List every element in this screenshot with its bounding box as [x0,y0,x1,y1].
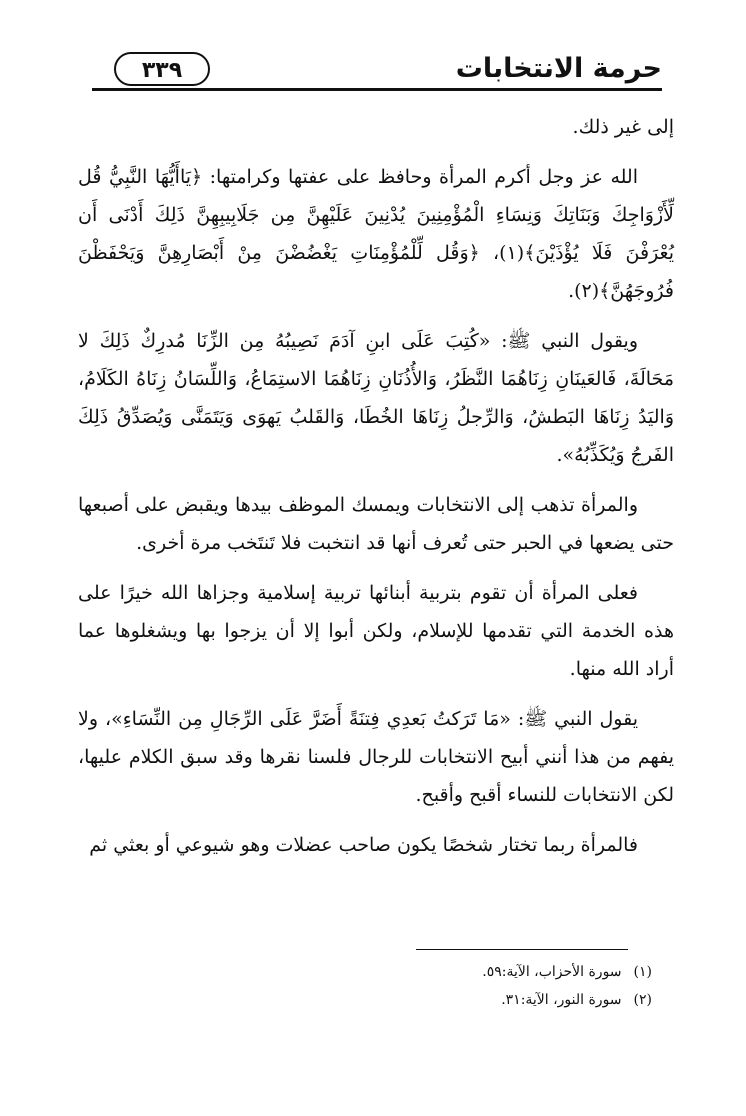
footnote-item [300,986,652,1014]
header-divider [92,88,662,91]
footnote-number: (١) [633,964,652,980]
main-text [78,108,674,876]
paragraph-3: ويقول النبي ﷺ: «كُتِبَ عَلَى ابنِ آدَمَ نَصِيبُهُ مِن الزِّنَا مُدرِكٌ ذَلِكَ لا مَحَالَةَ، فَالعَينَانِ زِنَاهُمَا النَّظَرُ، وَالأُذُنَانِ زِنَاهُمَا الاستِمَاعُ، وَاللِّسَانُ زِنَاهُ الكَلَامُ، وَاليَدُ زِنَاهَا البَطشُ، وَالرِّجلُ زِنَاهَا الخُطَا، وَالقَلبُ يَهوَى وَيَتَمَنَّى وَيُصَدِّقُ ذَلِكَ الفَرجُ وَيُكَذِّبُهُ». [78,330,674,466]
footnotes [300,958,652,1014]
footnote-number: (٢) [633,992,652,1008]
footnote-text: سورة النور، الآية:٣١. [501,992,622,1008]
paragraph-7: فالمرأة ربما تختار شخصًا يكون صاحب عضلات وهو شيوعي أو بعثي ثم [89,834,638,856]
footnote-divider [416,949,628,950]
page-number: ٣٣٩ [114,52,210,86]
footnote-text: سورة الأحزاب، الآية:٥٩. [482,964,622,980]
paragraph-2: الله عز وجل أكرم المرأة وحافظ على عفتها وكرامتها: ﴿يَاأَيُّهَا النَّبِيُّ قُل لِّأَزْوَاجِكَ وَبَنَاتِكَ وَنِسَاءِ الْمُؤْمِنِينَ يُدْنِينَ عَلَيْهِنَّ مِن جَلَابِيبِهِنَّ ذَلِكَ أَدْنَى أَن يُعْرَفْنَ فَلَا يُؤْذَيْنَ﴾(١)، ﴿وَقُل لِّلْمُؤْمِنَاتِ يَغْضُضْنَ مِنْ أَبْصَارِهِنَّ وَيَحْفَظْنَ فُرُوجَهُنَّ﴾(٢). [78,166,675,302]
paragraph-6: يقول النبي ﷺ: «مَا تَرَكتُ بَعدِي فِتنَةً أَضَرَّ عَلَى الرِّجَالِ مِن النِّسَاءِ»، ولا يفهم من هذا أنني أبيح الانتخابات للرجال فلسنا نقرها وقد سبق الكلام عليها، لكن الانتخابات للنساء أقبح وأقبح. [78,708,674,806]
paragraph-5: فعلى المرأة أن تقوم بتربية أبنائها تربية إسلامية وجزاها الله خيرًا على هذه الخدمة التي تقدمها للإسلام، ولكن أبوا إلا أن يزجوا بها ويشغلوها عما أراد الله منها. [78,582,674,680]
running-header [92,48,662,94]
paragraph-4: والمرأة تذهب إلى الانتخابات ويمسك الموظف بيدها ويقبض على أصبعها حتى يضعها في الحبر حتى تُعرف أنها قد انتخبت فلا تَنتَخب مرة أخرى. [78,494,674,554]
paragraph-1: إلى غير ذلك. [572,116,674,138]
chapter-title: حرمة الانتخابات [455,53,662,84]
footnote-item [300,958,652,986]
